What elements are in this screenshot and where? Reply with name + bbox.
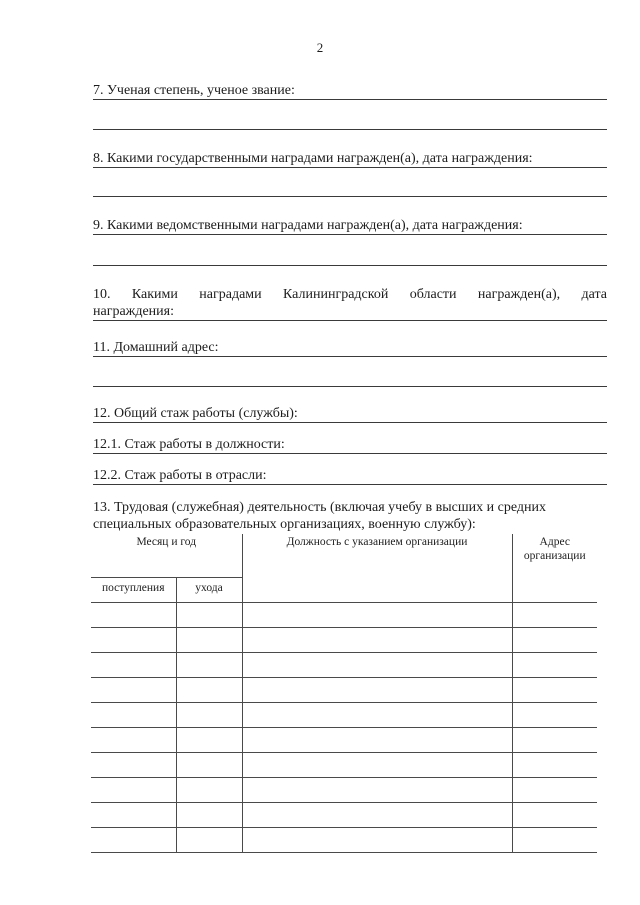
cell-position[interactable] (242, 602, 512, 627)
cell-address[interactable] (512, 652, 597, 677)
table-row (91, 727, 597, 752)
cell-start-date[interactable] (91, 652, 176, 677)
cell-start-date[interactable] (91, 702, 176, 727)
cell-start-date[interactable] (91, 677, 176, 702)
cell-position[interactable] (242, 702, 512, 727)
header-position: Должность с указанием организации (242, 534, 512, 602)
cell-start-date[interactable] (91, 827, 176, 852)
cell-position[interactable] (242, 727, 512, 752)
cell-position[interactable] (242, 627, 512, 652)
answer-line-9[interactable] (93, 265, 607, 266)
cell-address[interactable] (512, 777, 597, 802)
cell-start-date[interactable] (91, 777, 176, 802)
table-row (91, 777, 597, 802)
cell-start-date[interactable] (91, 802, 176, 827)
question-13-work-history (93, 499, 607, 533)
table-header-row (91, 534, 597, 577)
cell-end-date[interactable] (176, 702, 242, 727)
question-10-regional-awards (93, 286, 607, 321)
cell-address[interactable] (512, 677, 597, 702)
cell-end-date[interactable] (176, 677, 242, 702)
cell-address[interactable] (512, 627, 597, 652)
cell-address[interactable] (512, 702, 597, 727)
page-number: 2 (316, 40, 324, 55)
question-10-line-2: награждения: (93, 304, 174, 319)
table-row (91, 602, 597, 627)
table-row (91, 802, 597, 827)
table-row (91, 752, 597, 777)
table-row (91, 627, 597, 652)
cell-address[interactable] (512, 827, 597, 852)
question-9-departmental-awards: 9. Какими ведомственными наградами награжден(а), дата награждения: (93, 217, 607, 235)
cell-end-date[interactable] (176, 727, 242, 752)
answer-line-8[interactable] (93, 196, 607, 197)
cell-start-date[interactable] (91, 627, 176, 652)
cell-start-date[interactable] (91, 752, 176, 777)
question-12-2-industry-experience: 12.2. Стаж работы в отрасли: (93, 467, 607, 485)
question-10-line-1: 10. Какими наградами Калининградской области награжден(а), дата (93, 287, 607, 302)
table-body (91, 602, 597, 852)
question-12-1-position-experience: 12.1. Стаж работы в должности: (93, 436, 607, 454)
table-row (91, 677, 597, 702)
cell-end-date[interactable] (176, 752, 242, 777)
cell-position[interactable] (242, 827, 512, 852)
question-11-home-address: 11. Домашний адрес: (93, 339, 607, 357)
cell-position[interactable] (242, 652, 512, 677)
question-12-total-experience: 12. Общий стаж работы (службы): (93, 405, 607, 423)
answer-line-11[interactable] (93, 386, 607, 387)
cell-position[interactable] (242, 752, 512, 777)
cell-address[interactable] (512, 752, 597, 777)
cell-end-date[interactable] (176, 802, 242, 827)
cell-position[interactable] (242, 802, 512, 827)
header-address: Адрес организации (512, 534, 597, 602)
cell-address[interactable] (512, 802, 597, 827)
cell-end-date[interactable] (176, 777, 242, 802)
answer-line-7[interactable] (93, 129, 607, 130)
work-history-table (91, 534, 597, 853)
subheader-start: поступления (91, 577, 176, 602)
table-row (91, 827, 597, 852)
question-7-academic-degree: 7. Ученая степень, ученое звание: (93, 82, 607, 100)
cell-position[interactable] (242, 777, 512, 802)
question-13-line-1: 13. Трудовая (служебная) деятельность (включая учебу в высших и средних (93, 500, 546, 515)
cell-address[interactable] (512, 727, 597, 752)
table-row (91, 652, 597, 677)
cell-end-date[interactable] (176, 652, 242, 677)
cell-start-date[interactable] (91, 602, 176, 627)
subheader-end: ухода (176, 577, 242, 602)
cell-end-date[interactable] (176, 602, 242, 627)
cell-position[interactable] (242, 677, 512, 702)
question-8-state-awards: 8. Какими государственными наградами награжден(а), дата награждения: (93, 150, 607, 168)
cell-end-date[interactable] (176, 627, 242, 652)
cell-start-date[interactable] (91, 727, 176, 752)
header-month-year: Месяц и год (91, 534, 242, 577)
cell-end-date[interactable] (176, 827, 242, 852)
cell-address[interactable] (512, 602, 597, 627)
table-row (91, 702, 597, 727)
question-13-line-2: специальных образовательных организациях, военную службу): (93, 517, 476, 532)
